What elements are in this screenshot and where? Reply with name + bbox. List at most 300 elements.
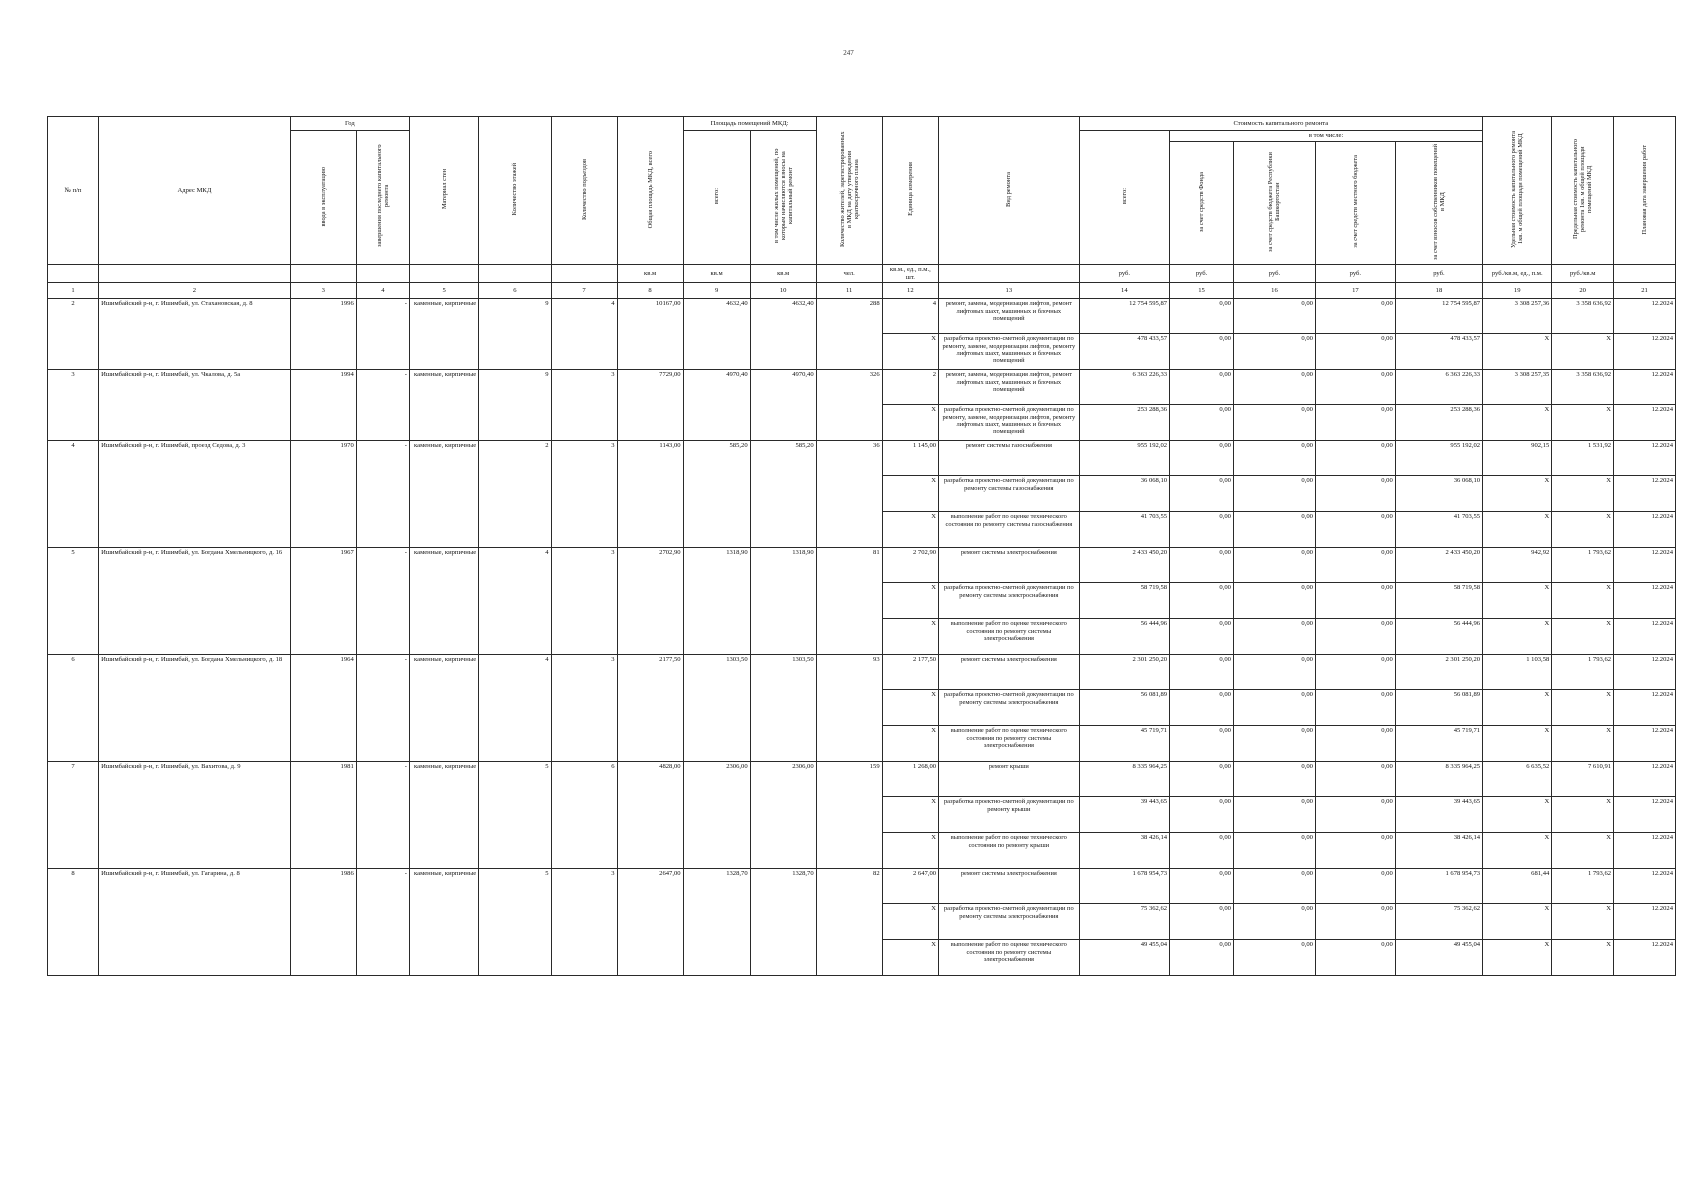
header-premises-fund: в том числе жилых помещений, по которым начисляются взносы на капитальный ремонт — [750, 131, 816, 265]
work-type: разработка проектно-сметной документации по ремонту системы электроснабжения — [939, 583, 1080, 619]
unit-cell: руб. — [1395, 265, 1482, 283]
cost-fund: 0,00 — [1170, 833, 1234, 869]
unit-cell: руб. — [1233, 265, 1315, 283]
year-built: 1996 — [290, 299, 356, 370]
cost-fund: 0,00 — [1170, 583, 1234, 619]
column-number-cell: 4 — [356, 283, 409, 299]
wall-material: каменные, кирпичные — [409, 299, 478, 370]
plan-date: 12.2024 — [1614, 940, 1676, 976]
total-area: 2702,90 — [617, 548, 683, 655]
work-quantity: 2 647,00 — [882, 869, 938, 904]
limit-cost: X — [1552, 476, 1614, 512]
work-type: ремонт системы электроснабжения — [939, 548, 1080, 583]
wall-material: каменные, кирпичные — [409, 548, 478, 655]
work-type: разработка проектно-сметной документации по ремонту, замене, модернизации лифтов, ремонту лифтовых шахт, машинных и блочных помещений — [939, 334, 1080, 370]
house-address: Ишимбайский р-н, г. Ишимбай, ул. Стахановская, д. 8 — [99, 299, 291, 370]
cost-republic: 0,00 — [1233, 512, 1315, 548]
cost-local: 0,00 — [1315, 548, 1395, 583]
cost-fund: 0,00 — [1170, 512, 1234, 548]
column-number-cell: 14 — [1079, 283, 1170, 299]
unit-cell: руб. — [1079, 265, 1170, 283]
year-built: 1994 — [290, 370, 356, 441]
work-quantity: X — [882, 512, 938, 548]
unit-cell: кв.м — [617, 265, 683, 283]
unit-cell — [48, 265, 99, 283]
column-number-cell: 1 — [48, 283, 99, 299]
column-number-cell: 20 — [1552, 283, 1614, 299]
cost-local: 0,00 — [1315, 405, 1395, 441]
cost-total: 8 335 964,25 — [1079, 762, 1170, 797]
limit-cost: X — [1552, 797, 1614, 833]
work-type: ремонт крыши — [939, 762, 1080, 797]
plan-date: 12.2024 — [1614, 690, 1676, 726]
cost-republic: 0,00 — [1233, 334, 1315, 370]
house-address: Ишимбайский р-н, г. Ишимбай, ул. Чкалова, д. 5а — [99, 370, 291, 441]
work-quantity: X — [882, 476, 938, 512]
work-type: ремонт, замена, модернизация лифтов, ремонт лифтовых шахт, машинных и блочных помещений — [939, 299, 1080, 334]
cost-local: 0,00 — [1315, 726, 1395, 762]
wall-material: каменные, кирпичные — [409, 655, 478, 762]
cost-owners: 36 068,10 — [1395, 476, 1482, 512]
wall-material: каменные, кирпичные — [409, 441, 478, 548]
total-area: 2177,50 — [617, 655, 683, 762]
header-entrances: Количество подъездов — [551, 117, 617, 265]
premises-area: 2306,00 — [683, 762, 750, 869]
cost-fund: 0,00 — [1170, 548, 1234, 583]
cost-total: 478 433,57 — [1079, 334, 1170, 370]
floors-count: 4 — [479, 655, 551, 762]
cost-republic: 0,00 — [1233, 833, 1315, 869]
cost-total: 41 703,55 — [1079, 512, 1170, 548]
row-number: 3 — [48, 370, 99, 441]
column-number-cell: 13 — [939, 283, 1080, 299]
entrances-count: 3 — [551, 441, 617, 548]
plan-date: 12.2024 — [1614, 299, 1676, 334]
specific-cost: X — [1483, 833, 1552, 869]
cost-total: 75 362,62 — [1079, 904, 1170, 940]
unit-cell: руб./кв.м, ед., п.м. — [1483, 265, 1552, 283]
year-last-repair: - — [356, 441, 409, 548]
work-type: разработка проектно-сметной документации по ремонту системы газоснабжения — [939, 476, 1080, 512]
total-area: 2647,00 — [617, 869, 683, 976]
header-incl: в том числе: — [1170, 131, 1483, 142]
cost-total: 39 443,65 — [1079, 797, 1170, 833]
limit-cost: X — [1552, 833, 1614, 869]
work-type: ремонт системы электроснабжения — [939, 869, 1080, 904]
column-number-cell: 3 — [290, 283, 356, 299]
cost-republic: 0,00 — [1233, 405, 1315, 441]
limit-cost: 1 793,62 — [1552, 869, 1614, 904]
work-type: ремонт, замена, модернизация лифтов, ремонт лифтовых шахт, машинных и блочных помещений — [939, 370, 1080, 405]
cost-fund: 0,00 — [1170, 869, 1234, 904]
header-floors: Количество этажей — [479, 117, 551, 265]
residents-count: 159 — [816, 762, 882, 869]
cost-total: 1 678 954,73 — [1079, 869, 1170, 904]
unit-cell — [290, 265, 356, 283]
header-year-last-repair: завершения последнего капитального ремонта — [356, 131, 409, 265]
cost-total: 45 719,71 — [1079, 726, 1170, 762]
unit-cell: руб./кв.м — [1552, 265, 1614, 283]
entrances-count: 4 — [551, 299, 617, 370]
year-built: 1981 — [290, 762, 356, 869]
cost-fund: 0,00 — [1170, 476, 1234, 512]
cost-owners: 6 363 226,33 — [1395, 370, 1482, 405]
house-address: Ишимбайский р-н, г. Ишимбай, ул. Богдана Хмельницкого, д. 18 — [99, 655, 291, 762]
specific-cost: X — [1483, 405, 1552, 441]
work-quantity: 2 — [882, 370, 938, 405]
cost-local: 0,00 — [1315, 904, 1395, 940]
floors-count: 9 — [479, 370, 551, 441]
header-cost-fund: за счет средств Фонда — [1170, 141, 1234, 265]
year-built: 1986 — [290, 869, 356, 976]
floors-count: 5 — [479, 762, 551, 869]
unit-cell: кв.м., ед., п.м., шт. — [882, 265, 938, 283]
premises-area: 1328,70 — [683, 869, 750, 976]
cost-owners: 478 433,57 — [1395, 334, 1482, 370]
cost-total: 6 363 226,33 — [1079, 370, 1170, 405]
plan-date: 12.2024 — [1614, 405, 1676, 441]
cost-fund: 0,00 — [1170, 762, 1234, 797]
work-quantity: X — [882, 619, 938, 655]
limit-cost: X — [1552, 583, 1614, 619]
header-residents: Количество жителей, зарегистрированных в МКД на дату утверждения краткосрочного плана — [816, 117, 882, 265]
work-type: разработка проектно-сметной документации по ремонту системы электроснабжения — [939, 904, 1080, 940]
cost-local: 0,00 — [1315, 940, 1395, 976]
table-row — [48, 299, 1676, 334]
cost-owners: 56 444,96 — [1395, 619, 1482, 655]
cost-owners: 1 678 954,73 — [1395, 869, 1482, 904]
cost-total: 38 426,14 — [1079, 833, 1170, 869]
row-number: 2 — [48, 299, 99, 370]
header-limit-cost: Предельная стоимость капитального ремонта 1кв. м общей площади помещений МКД — [1552, 117, 1614, 265]
wall-material: каменные, кирпичные — [409, 869, 478, 976]
house-address: Ишимбайский р-н, г. Ишимбай, ул. Гагарина, д. 8 — [99, 869, 291, 976]
cost-owners: 38 426,14 — [1395, 833, 1482, 869]
specific-cost: 3 308 257,36 — [1483, 299, 1552, 334]
cost-fund: 0,00 — [1170, 690, 1234, 726]
cost-total: 955 192,02 — [1079, 441, 1170, 476]
cost-local: 0,00 — [1315, 655, 1395, 690]
unit-cell: руб. — [1170, 265, 1234, 283]
unit-cell — [479, 265, 551, 283]
units-row — [48, 265, 1676, 283]
column-number-cell: 19 — [1483, 283, 1552, 299]
cost-fund: 0,00 — [1170, 726, 1234, 762]
column-number-cell: 21 — [1614, 283, 1676, 299]
cost-fund: 0,00 — [1170, 655, 1234, 690]
cost-fund: 0,00 — [1170, 405, 1234, 441]
column-number-cell: 17 — [1315, 283, 1395, 299]
cost-fund: 0,00 — [1170, 370, 1234, 405]
cost-owners: 56 081,89 — [1395, 690, 1482, 726]
cost-fund: 0,00 — [1170, 904, 1234, 940]
wall-material: каменные, кирпичные — [409, 370, 478, 441]
work-quantity: 1 145,00 — [882, 441, 938, 476]
cost-owners: 8 335 964,25 — [1395, 762, 1482, 797]
limit-cost: X — [1552, 512, 1614, 548]
cost-fund: 0,00 — [1170, 299, 1234, 334]
limit-cost: X — [1552, 619, 1614, 655]
column-number-cell: 10 — [750, 283, 816, 299]
total-area: 4828,00 — [617, 762, 683, 869]
cost-total: 56 444,96 — [1079, 619, 1170, 655]
specific-cost: 902,15 — [1483, 441, 1552, 476]
premises-area-fund: 1328,70 — [750, 869, 816, 976]
limit-cost: X — [1552, 904, 1614, 940]
column-number-cell: 18 — [1395, 283, 1482, 299]
unit-cell — [409, 265, 478, 283]
specific-cost: 1 103,58 — [1483, 655, 1552, 690]
premises-area-fund: 4632,40 — [750, 299, 816, 370]
cost-republic: 0,00 — [1233, 904, 1315, 940]
specific-cost: X — [1483, 690, 1552, 726]
year-last-repair: - — [356, 299, 409, 370]
work-type: выполнение работ по оценке технического состояния по ремонту крыши — [939, 833, 1080, 869]
house-address: Ишимбайский р-н, г. Ишимбай, ул. Богдана Хмельницкого, д. 16 — [99, 548, 291, 655]
cost-republic: 0,00 — [1233, 797, 1315, 833]
cost-owners: 75 362,62 — [1395, 904, 1482, 940]
table-row — [48, 370, 1676, 405]
premises-area-fund: 2306,00 — [750, 762, 816, 869]
plan-date: 12.2024 — [1614, 869, 1676, 904]
cost-local: 0,00 — [1315, 370, 1395, 405]
column-number-cell: 16 — [1233, 283, 1315, 299]
residents-count: 288 — [816, 299, 882, 370]
unit-cell: чел. — [816, 265, 882, 283]
column-number-cell: 6 — [479, 283, 551, 299]
work-type: ремонт системы электроснабжения — [939, 655, 1080, 690]
limit-cost: 3 358 636,92 — [1552, 370, 1614, 405]
cost-republic: 0,00 — [1233, 548, 1315, 583]
table-row — [48, 548, 1676, 583]
header-total-area: Общая площадь МКД, всего — [617, 117, 683, 265]
premises-area-fund: 1318,90 — [750, 548, 816, 655]
table-header — [48, 117, 1676, 299]
unit-cell — [939, 265, 1080, 283]
header-year-group: Год — [290, 117, 409, 131]
work-type: выполнение работ по оценке технического состояния по ремонту системы электроснабжения — [939, 619, 1080, 655]
specific-cost: 6 635,52 — [1483, 762, 1552, 797]
cost-owners: 58 719,58 — [1395, 583, 1482, 619]
cost-total: 36 068,10 — [1079, 476, 1170, 512]
limit-cost: X — [1552, 334, 1614, 370]
header-cost-local: за счет средств местного бюджета — [1315, 141, 1395, 265]
work-type: выполнение работ по оценке технического состояния по ремонту системы газоснабжения — [939, 512, 1080, 548]
premises-area-fund: 1303,50 — [750, 655, 816, 762]
limit-cost: 1 793,62 — [1552, 655, 1614, 690]
work-quantity: X — [882, 405, 938, 441]
cost-owners: 12 754 595,87 — [1395, 299, 1482, 334]
cost-owners: 253 288,36 — [1395, 405, 1482, 441]
table-row — [48, 869, 1676, 904]
table-row — [48, 762, 1676, 797]
total-area: 7729,00 — [617, 370, 683, 441]
cost-republic: 0,00 — [1233, 299, 1315, 334]
cost-local: 0,00 — [1315, 334, 1395, 370]
cost-republic: 0,00 — [1233, 690, 1315, 726]
cost-republic: 0,00 — [1233, 762, 1315, 797]
floors-count: 9 — [479, 299, 551, 370]
limit-cost: 1 793,62 — [1552, 548, 1614, 583]
row-number: 6 — [48, 655, 99, 762]
cost-owners: 955 192,02 — [1395, 441, 1482, 476]
header-units: Единица измерения — [882, 117, 938, 265]
cost-republic: 0,00 — [1233, 441, 1315, 476]
unit-cell: кв.м — [750, 265, 816, 283]
plan-date: 12.2024 — [1614, 548, 1676, 583]
specific-cost: X — [1483, 512, 1552, 548]
cost-republic: 0,00 — [1233, 370, 1315, 405]
entrances-count: 3 — [551, 548, 617, 655]
work-type: разработка проектно-сметной документации по ремонту системы электроснабжения — [939, 690, 1080, 726]
cost-republic: 0,00 — [1233, 869, 1315, 904]
residents-count: 326 — [816, 370, 882, 441]
column-number-cell: 5 — [409, 283, 478, 299]
plan-date: 12.2024 — [1614, 904, 1676, 940]
residents-count: 93 — [816, 655, 882, 762]
specific-cost: 681,44 — [1483, 869, 1552, 904]
header-cost-republic: за счет средств бюджета Республики Башкортостан — [1233, 141, 1315, 265]
year-built: 1964 — [290, 655, 356, 762]
limit-cost: X — [1552, 940, 1614, 976]
cost-owners: 41 703,55 — [1395, 512, 1482, 548]
row-number: 5 — [48, 548, 99, 655]
cost-owners: 39 443,65 — [1395, 797, 1482, 833]
work-quantity: X — [882, 690, 938, 726]
specific-cost: X — [1483, 334, 1552, 370]
limit-cost: X — [1552, 405, 1614, 441]
work-quantity: X — [882, 904, 938, 940]
unit-cell: кв.м — [683, 265, 750, 283]
wall-material: каменные, кирпичные — [409, 762, 478, 869]
header-address: Адрес МКД — [99, 117, 291, 265]
plan-date: 12.2024 — [1614, 833, 1676, 869]
specific-cost: X — [1483, 619, 1552, 655]
cost-total: 253 288,36 — [1079, 405, 1170, 441]
specific-cost: X — [1483, 726, 1552, 762]
year-last-repair: - — [356, 655, 409, 762]
repair-plan-table — [47, 116, 1676, 976]
cost-republic: 0,00 — [1233, 655, 1315, 690]
limit-cost: X — [1552, 726, 1614, 762]
plan-date: 12.2024 — [1614, 441, 1676, 476]
cost-fund: 0,00 — [1170, 619, 1234, 655]
premises-area: 1303,50 — [683, 655, 750, 762]
plan-date: 12.2024 — [1614, 583, 1676, 619]
cost-owners: 49 455,04 — [1395, 940, 1482, 976]
cost-republic: 0,00 — [1233, 583, 1315, 619]
cost-total: 12 754 595,87 — [1079, 299, 1170, 334]
column-number-cell: 12 — [882, 283, 938, 299]
year-last-repair: - — [356, 869, 409, 976]
cost-total: 49 455,04 — [1079, 940, 1170, 976]
premises-area: 4632,40 — [683, 299, 750, 370]
work-quantity: X — [882, 726, 938, 762]
work-quantity: 2 177,50 — [882, 655, 938, 690]
work-quantity: 1 268,00 — [882, 762, 938, 797]
cost-local: 0,00 — [1315, 299, 1395, 334]
cost-republic: 0,00 — [1233, 476, 1315, 512]
work-type: выполнение работ по оценке технического состояния по ремонту системы электроснабжения — [939, 726, 1080, 762]
residents-count: 82 — [816, 869, 882, 976]
cost-fund: 0,00 — [1170, 797, 1234, 833]
limit-cost: X — [1552, 690, 1614, 726]
cost-local: 0,00 — [1315, 833, 1395, 869]
cost-local: 0,00 — [1315, 797, 1395, 833]
cost-republic: 0,00 — [1233, 619, 1315, 655]
cost-total: 2 301 250,20 — [1079, 655, 1170, 690]
cost-total: 56 081,89 — [1079, 690, 1170, 726]
total-area: 10167,00 — [617, 299, 683, 370]
header-premises-group: Площадь помещений МКД: — [683, 117, 816, 131]
plan-date: 12.2024 — [1614, 619, 1676, 655]
work-quantity: 4 — [882, 299, 938, 334]
premises-area: 1318,90 — [683, 548, 750, 655]
table-row — [48, 655, 1676, 690]
entrances-count: 3 — [551, 655, 617, 762]
entrances-count: 6 — [551, 762, 617, 869]
limit-cost: 7 610,91 — [1552, 762, 1614, 797]
plan-date: 12.2024 — [1614, 476, 1676, 512]
unit-cell — [1614, 265, 1676, 283]
work-type: разработка проектно-сметной документации по ремонту, замене, модернизации лифтов, ремонту лифтовых шахт, машинных и блочных помещений — [939, 405, 1080, 441]
limit-cost: 1 531,92 — [1552, 441, 1614, 476]
limit-cost: 3 358 636,92 — [1552, 299, 1614, 334]
header-work-type: Вид ремонта — [939, 117, 1080, 265]
cost-local: 0,00 — [1315, 583, 1395, 619]
header-cost-group: Стоимость капитального ремонта — [1079, 117, 1483, 131]
header-premises-all: всего: — [683, 131, 750, 265]
specific-cost: X — [1483, 797, 1552, 833]
cost-republic: 0,00 — [1233, 726, 1315, 762]
year-built: 1970 — [290, 441, 356, 548]
work-quantity: X — [882, 797, 938, 833]
work-type: выполнение работ по оценке технического состояния по ремонту системы электроснабжения — [939, 940, 1080, 976]
premises-area: 4970,40 — [683, 370, 750, 441]
house-address: Ишимбайский р-н, г. Ишимбай, ул. Вахитова, д. 9 — [99, 762, 291, 869]
floors-count: 4 — [479, 548, 551, 655]
cost-fund: 0,00 — [1170, 441, 1234, 476]
column-number-cell: 8 — [617, 283, 683, 299]
year-last-repair: - — [356, 762, 409, 869]
plan-date: 12.2024 — [1614, 655, 1676, 690]
header-plan-date: Плановая дата завершения работ — [1614, 117, 1676, 265]
premises-area-fund: 585,20 — [750, 441, 816, 548]
premises-area-fund: 4970,40 — [750, 370, 816, 441]
floors-count: 2 — [479, 441, 551, 548]
unit-cell — [551, 265, 617, 283]
header-cost-total: всего: — [1079, 131, 1170, 265]
specific-cost: X — [1483, 583, 1552, 619]
plan-date: 12.2024 — [1614, 797, 1676, 833]
row-number: 4 — [48, 441, 99, 548]
work-type: разработка проектно-сметной документации по ремонту крыши — [939, 797, 1080, 833]
house-address: Ишимбайский р-н, г. Ишимбай, проезд Седова, д. 3 — [99, 441, 291, 548]
table-row — [48, 441, 1676, 476]
residents-count: 81 — [816, 548, 882, 655]
floors-count: 5 — [479, 869, 551, 976]
year-last-repair: - — [356, 548, 409, 655]
plan-date: 12.2024 — [1614, 762, 1676, 797]
cost-local: 0,00 — [1315, 762, 1395, 797]
total-area: 1143,00 — [617, 441, 683, 548]
column-number-cell: 7 — [551, 283, 617, 299]
entrances-count: 3 — [551, 869, 617, 976]
page-number: 247 — [843, 49, 854, 57]
plan-date: 12.2024 — [1614, 512, 1676, 548]
work-quantity: X — [882, 334, 938, 370]
cost-owners: 2 301 250,20 — [1395, 655, 1482, 690]
